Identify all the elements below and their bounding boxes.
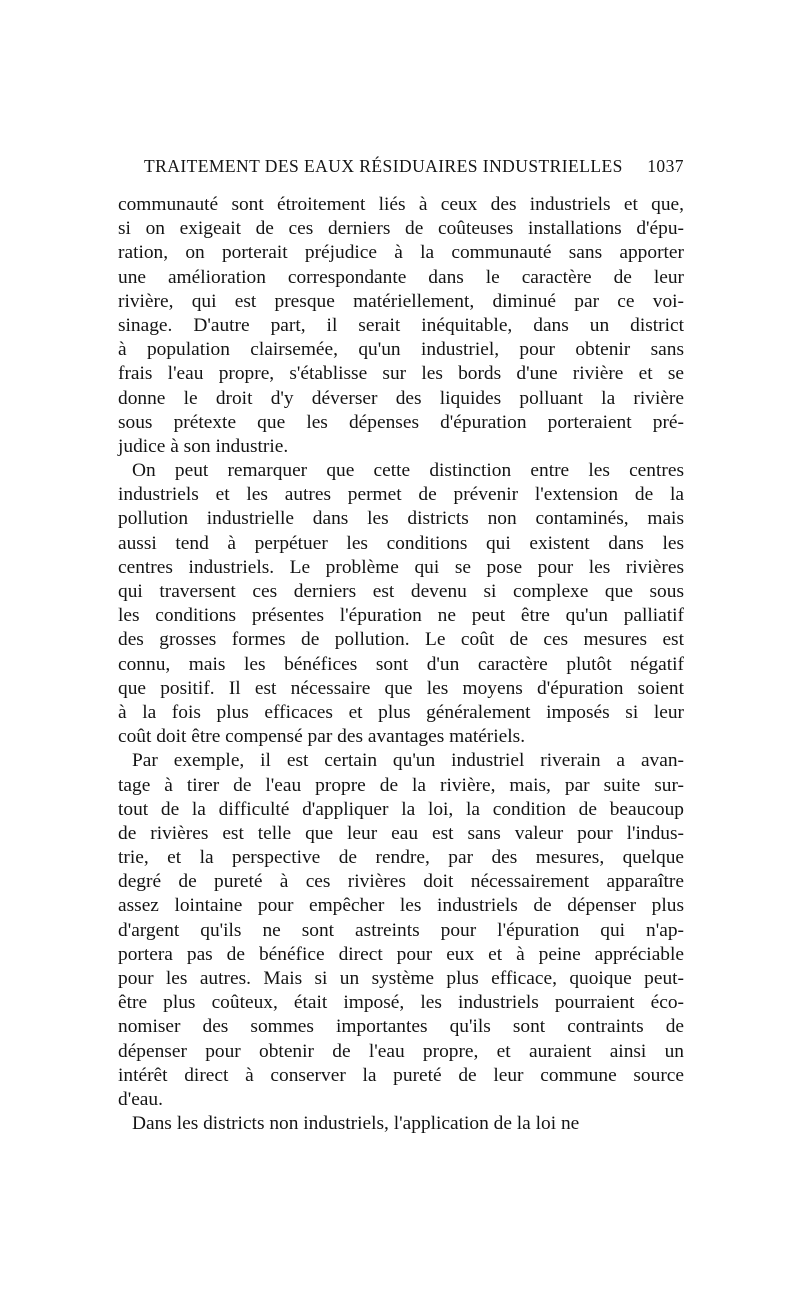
text-line: Dans les districts non industriels, l'application de la loi ne xyxy=(132,1113,580,1135)
text-line: une amélioration correspondante dans le caractère de leur xyxy=(118,266,684,288)
text-line: assez lointaine pour empêcher les industriels de dépenser plus xyxy=(118,895,684,917)
page-number: 1037 xyxy=(647,156,684,176)
text-line: dépenser pour obtenir de l'eau propre, et auraient ainsi un xyxy=(118,1040,684,1062)
text-line: portera pas de bénéfice direct pour eux et à peine appréciable xyxy=(118,943,684,965)
text-line: sous prétexte que les dépenses d'épuration porteraient pré- xyxy=(118,411,684,433)
text-line: pour les autres. Mais si un système plus efficace, quoique peut- xyxy=(118,968,684,989)
running-title: TRAITEMENT DES EAUX RÉSIDUAIRES INDUSTRIELLES xyxy=(144,156,623,176)
text-line: qui traversent ces derniers est devenu si complexe que sous xyxy=(118,581,684,602)
text-line: à la fois plus efficaces et plus généralement imposés si leur xyxy=(118,701,684,723)
text-line: On peut remarquer que cette distinction entre les centres xyxy=(132,460,684,482)
text-line: industriels et les autres permet de prévenir l'extension de la xyxy=(118,484,684,506)
text-line: pollution industrielle dans les districts non contaminés, mais xyxy=(118,508,684,530)
text-line: degré de pureté à ces rivières doit nécessairement apparaître xyxy=(118,871,684,893)
text-line: judice à son industrie. xyxy=(118,435,289,457)
paragraph xyxy=(118,459,684,749)
text-line: sinage. D'autre part, il serait inéquitable, dans un district xyxy=(118,314,684,336)
text-line: centres industriels. Le problème qui se pose pour les rivières xyxy=(118,556,684,578)
text-line: connu, mais les bénéfices sont d'un caractère plutôt négatif xyxy=(118,653,684,675)
text-line: ration, on porterait préjudice à la communauté sans apporter xyxy=(118,242,684,264)
text-line: nomiser des sommes importantes qu'ils sont contraints de xyxy=(118,1016,684,1038)
running-header xyxy=(118,156,684,184)
text-line: trie, et la perspective de rendre, par des mesures, quelque xyxy=(118,847,684,869)
body-text xyxy=(118,193,684,1136)
text-line: tage à tirer de l'eau propre de la rivière, mais, par suite sur- xyxy=(118,774,684,796)
paragraph xyxy=(118,193,684,459)
text-line: donne le droit d'y déverser des liquides polluant la rivière xyxy=(118,387,684,409)
text-line: frais l'eau propre, s'établisse sur les bords d'une rivière et se xyxy=(118,363,684,385)
text-line: aussi tend à perpétuer les conditions qui existent dans les xyxy=(118,532,684,554)
text-line: des grosses formes de pollution. Le coût de ces mesures est xyxy=(118,629,684,651)
text-line: intérêt direct à conserver la pureté de leur commune source xyxy=(118,1064,684,1086)
text-line: les conditions présentes l'épuration ne peut être qu'un palliatif xyxy=(118,605,684,627)
text-line: Par exemple, il est certain qu'un industriel riverain a avan- xyxy=(132,750,684,772)
text-line: être plus coûteux, était imposé, les industriels pourraient éco- xyxy=(118,992,684,1014)
text-line: à population clairsemée, qu'un industriel, pour obtenir sans xyxy=(118,339,684,361)
text-line: communauté sont étroitement liés à ceux des industriels et que, xyxy=(118,194,684,215)
paragraph xyxy=(118,749,684,1112)
text-line: tout de la difficulté d'appliquer la loi, la condition de beaucoup xyxy=(118,798,684,820)
text-line: rivière, qui est presque matériellement, diminué par ce voi- xyxy=(118,290,684,312)
text-line: d'argent qu'ils ne sont astreints pour l'épuration qui n'ap- xyxy=(118,919,684,941)
text-line: de rivières est telle que leur eau est sans valeur pour l'indus- xyxy=(118,822,684,844)
text-line: que positif. Il est nécessaire que les moyens d'épuration soient xyxy=(118,677,684,699)
text-line: d'eau. xyxy=(118,1088,163,1110)
text-line: si on exigeait de ces derniers de coûteuses installations d'épu- xyxy=(118,218,684,240)
text-line: coût doit être compensé par des avantages matériels. xyxy=(118,726,526,748)
paragraph xyxy=(118,1112,684,1136)
